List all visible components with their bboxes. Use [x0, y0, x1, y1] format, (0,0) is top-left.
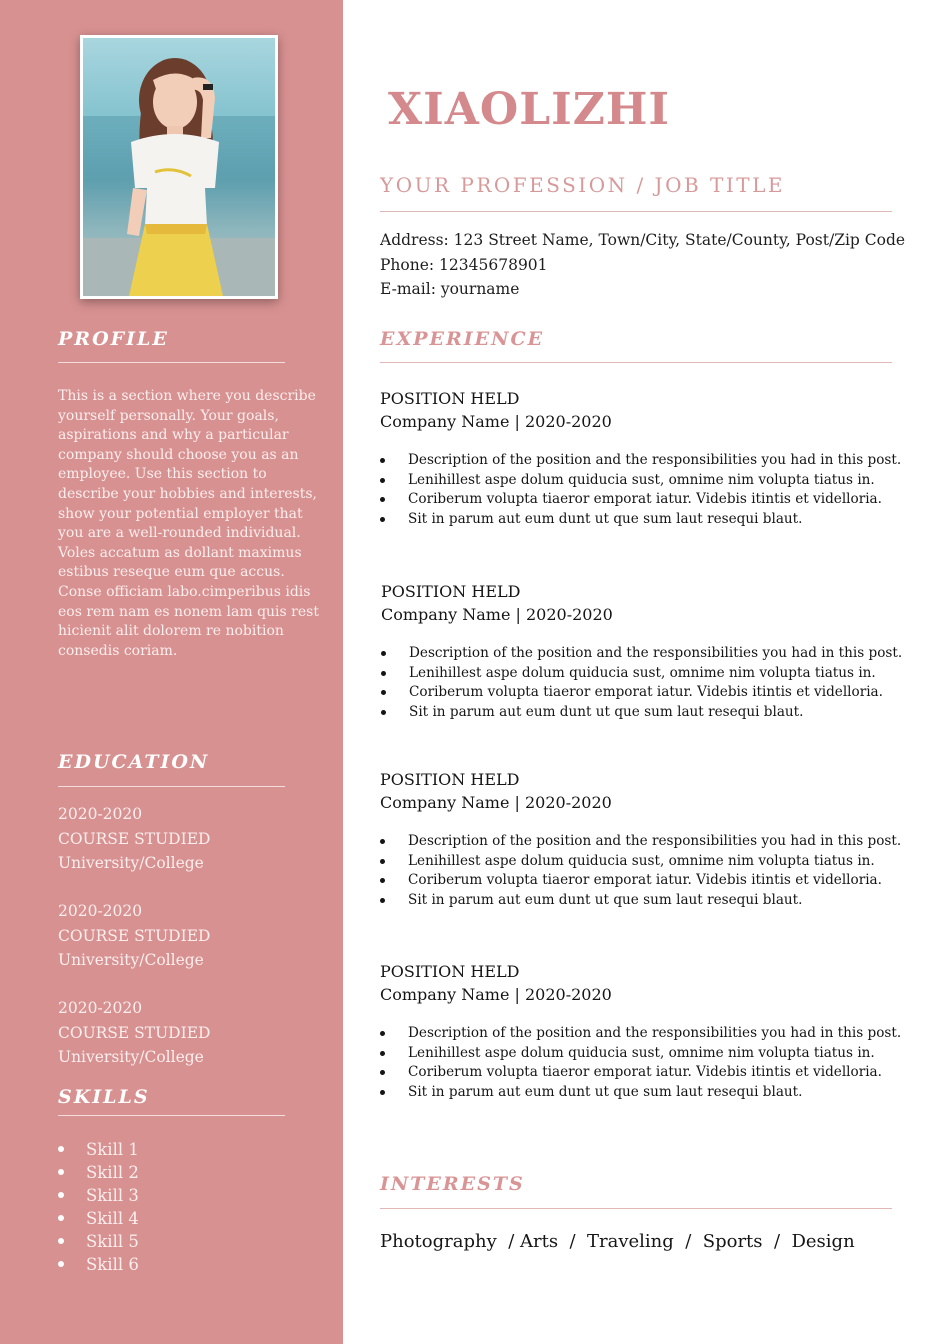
education-years: 2020-2020 — [58, 902, 143, 920]
sidebar — [0, 0, 343, 1344]
interests-list: Photography / Arts / Traveling / Sports / Design — [380, 1231, 855, 1252]
skill-item: Skill 5 — [58, 1230, 139, 1253]
contact-info — [380, 228, 905, 302]
candidate-name: XIAOLIZHI — [388, 84, 670, 135]
profile-photo-frame — [80, 35, 278, 299]
education-school: University/College — [58, 854, 204, 872]
responsibility-item: Coriberum volupta tiaeror emporat iatur. Videbis itintis et videlloria. — [380, 490, 910, 510]
position-title: POSITION HELD — [381, 582, 521, 601]
company-dates: Company Name | 2020-2020 — [380, 793, 612, 812]
skills-heading: SKILLS — [58, 1086, 150, 1108]
responsibility-item: Description of the position and the responsibilities you had in this post. — [381, 644, 911, 664]
experience-entry — [380, 768, 910, 910]
contact-phone: Phone: 12345678901 — [380, 255, 548, 274]
education-school: University/College — [58, 1048, 204, 1066]
profile-text: This is a section where you describe yourself personally. Your goals, aspirations and why a particular company should choose you as an employee. Use this section to describe your hobbies and interests, show your potential employer that you are a well-rounded individual. Voles accatum as dollant maximus estibus reseque eum que accus. Conse officiam labo.cimperibus idis eos rem nam es nonem lam quis rest hicienit alit dolorem re nobition consedis coriam. — [58, 388, 319, 659]
position-title: POSITION HELD — [380, 770, 520, 789]
contact-address: Address: 123 Street Name, Town/City, State/County, Post/Zip Code — [380, 231, 906, 249]
header-divider — [380, 211, 892, 212]
position-title: POSITION HELD — [380, 389, 520, 408]
education-entry — [58, 802, 210, 876]
education-heading: EDUCATION — [58, 751, 210, 773]
skills-list — [58, 1138, 139, 1276]
responsibility-list — [380, 832, 910, 910]
responsibility-list — [380, 451, 910, 529]
profile-divider — [58, 362, 285, 363]
education-years: 2020-2020 — [58, 805, 143, 823]
responsibility-item: Description of the position and the responsibilities you had in this post. — [380, 451, 910, 471]
education-school: University/College — [58, 951, 204, 969]
education-course: COURSE STUDIED — [58, 829, 211, 848]
responsibility-list — [381, 644, 911, 722]
interests-heading: INTERESTS — [380, 1173, 525, 1195]
responsibility-item: Sit in parum aut eum dunt ut que sum laut resequi blaut. — [381, 703, 911, 723]
responsibility-item: Lenihillest aspe dolum quiducia sust, omnime nim volupta tiatus in. — [380, 1044, 910, 1064]
contact-email: E-mail: yourname — [380, 280, 520, 298]
responsibility-item: Coriberum volupta tiaeror emporat iatur. Videbis itintis et videlloria. — [380, 871, 910, 891]
responsibility-item: Description of the position and the responsibilities you had in this post. — [380, 832, 910, 852]
responsibility-list — [380, 1024, 910, 1102]
skill-item: Skill 1 — [58, 1138, 139, 1161]
experience-entry — [380, 960, 910, 1102]
responsibility-item: Coriberum volupta tiaeror emporat iatur. Videbis itintis et videlloria. — [381, 683, 911, 703]
responsibility-item: Lenihillest aspe dolum quiducia sust, omnime nim volupta tiatus in. — [380, 852, 910, 872]
skill-item: Skill 3 — [58, 1184, 139, 1207]
profile-photo-illustration — [83, 38, 275, 296]
skill-item: Skill 2 — [58, 1161, 139, 1184]
education-divider — [58, 786, 285, 787]
responsibility-item: Description of the position and the responsibilities you had in this post. — [380, 1024, 910, 1044]
responsibility-item: Sit in parum aut eum dunt ut que sum laut resequi blaut. — [380, 510, 910, 530]
experience-heading: EXPERIENCE — [380, 328, 545, 350]
company-dates: Company Name | 2020-2020 — [380, 985, 612, 1004]
education-course: COURSE STUDIED — [58, 926, 211, 945]
education-entry — [58, 996, 210, 1070]
profile-photo — [83, 38, 275, 296]
position-title: POSITION HELD — [380, 962, 520, 981]
responsibility-item: Sit in parum aut eum dunt ut que sum laut resequi blaut. — [380, 1083, 910, 1103]
experience-entry — [381, 580, 911, 722]
experience-entry — [380, 387, 910, 529]
profile-heading: PROFILE — [58, 328, 169, 350]
skills-divider — [58, 1115, 285, 1116]
skill-item: Skill 6 — [58, 1253, 139, 1276]
education-course: COURSE STUDIED — [58, 1023, 211, 1042]
experience-divider — [380, 362, 892, 363]
skill-item: Skill 4 — [58, 1207, 139, 1230]
company-dates: Company Name | 2020-2020 — [381, 605, 613, 624]
education-entry — [58, 899, 210, 973]
responsibility-item: Lenihillest aspe dolum quiducia sust, omnime nim volupta tiatus in. — [381, 664, 911, 684]
responsibility-item: Coriberum volupta tiaeror emporat iatur. Videbis itintis et videlloria. — [380, 1063, 910, 1083]
company-dates: Company Name | 2020-2020 — [380, 412, 612, 431]
interests-divider — [380, 1208, 892, 1209]
job-title: YOUR PROFESSION / JOB TITLE — [380, 173, 785, 197]
responsibility-item: Sit in parum aut eum dunt ut que sum laut resequi blaut. — [380, 891, 910, 911]
responsibility-item: Lenihillest aspe dolum quiducia sust, omnime nim volupta tiatus in. — [380, 471, 910, 491]
education-years: 2020-2020 — [58, 999, 143, 1017]
